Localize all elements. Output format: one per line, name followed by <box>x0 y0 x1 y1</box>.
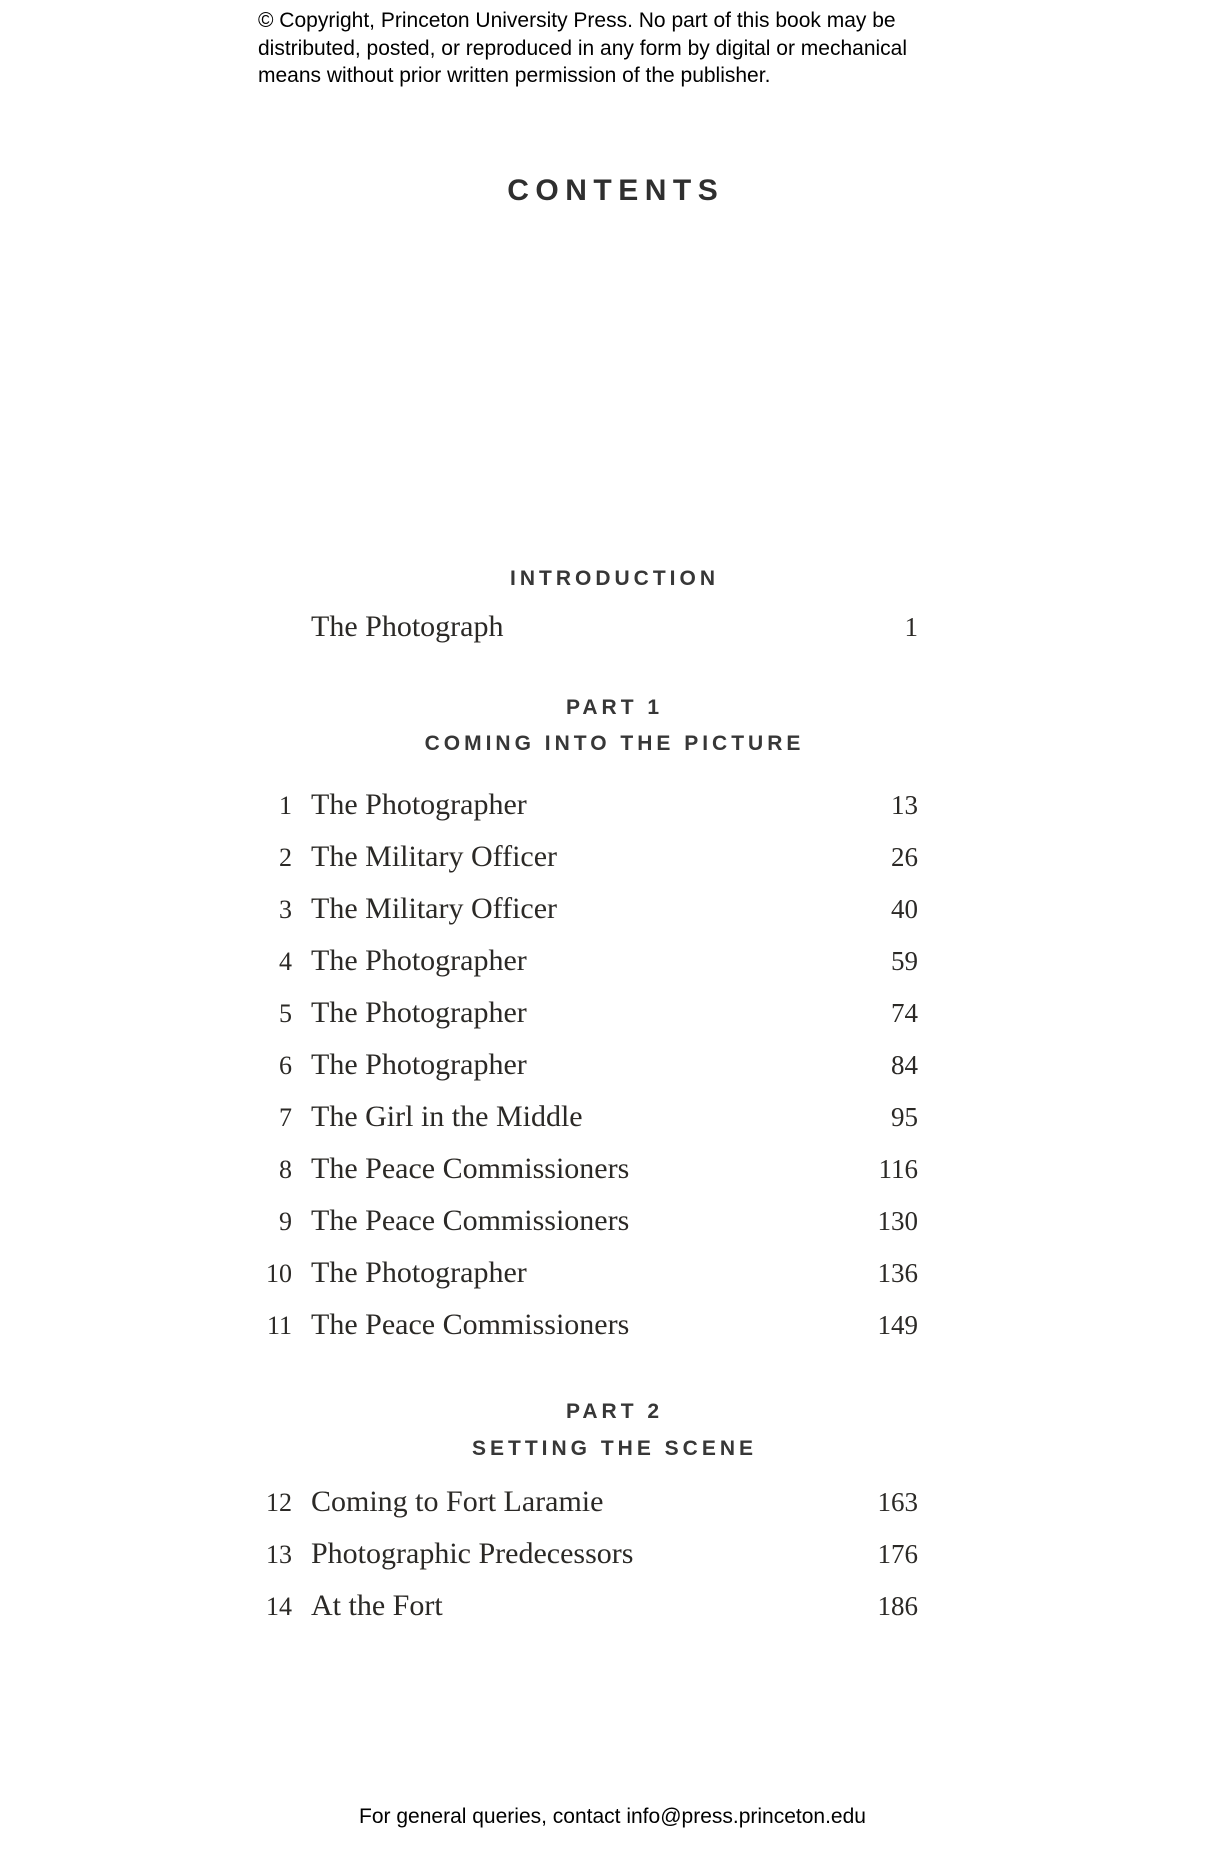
toc-entry-title: The Photographer <box>311 788 527 821</box>
toc-entry-page: 13 <box>891 790 918 820</box>
toc-entry <box>230 831 918 883</box>
toc-entry-title: Photographic Predecessors <box>311 1537 634 1570</box>
toc-entry-number: 1 <box>279 791 292 820</box>
copyright-line: distributed, posted, or reproduced in any form by digital or mechanical <box>258 36 908 60</box>
toc-entry-number: 11 <box>266 1311 292 1340</box>
part2-heading: SETTING THE SCENE <box>471 1437 758 1460</box>
copyright-notice <box>258 7 907 90</box>
toc-entry <box>230 1039 918 1091</box>
toc-entry-title: The Photographer <box>311 1256 527 1289</box>
toc-entry-number: 6 <box>279 1051 292 1080</box>
toc-entry-number: 8 <box>279 1155 292 1184</box>
toc-entry-page: 40 <box>891 894 918 924</box>
toc-entry <box>230 883 918 935</box>
toc-entry-number: 12 <box>266 1488 292 1517</box>
toc-entry-page: 74 <box>891 998 918 1028</box>
toc-entry <box>230 1195 918 1247</box>
part1-label: PART 1 <box>565 696 664 719</box>
toc-list-part2 <box>230 1476 918 1632</box>
toc-entry <box>230 1091 918 1143</box>
toc-entry-page: 116 <box>878 1154 918 1184</box>
copyright-line: means without prior written permission of the publisher. <box>258 64 771 87</box>
toc-entry-number: 10 <box>266 1259 292 1288</box>
toc-entry-title: At the Fort <box>311 1589 443 1622</box>
toc-entry-title: The Peace Commissioners <box>311 1308 630 1341</box>
toc-entry-number: 2 <box>279 843 292 872</box>
toc-entry <box>230 1528 918 1580</box>
toc-entry-page: 130 <box>877 1206 918 1236</box>
toc-entry <box>230 601 918 653</box>
toc-entry-page: 149 <box>877 1310 918 1340</box>
toc-entry <box>230 1580 918 1632</box>
toc-entry-number: 4 <box>279 947 292 976</box>
toc-entry <box>230 935 918 987</box>
toc-entry-page: 26 <box>891 842 918 872</box>
toc-entry-number: 9 <box>279 1207 292 1236</box>
toc-entry-number: 7 <box>279 1103 292 1132</box>
toc-entry-title: The Photographer <box>311 1048 527 1081</box>
toc-entry-title: The Military Officer <box>311 840 558 873</box>
toc-entry <box>230 1247 918 1299</box>
toc-entry-page: 186 <box>877 1591 918 1621</box>
toc-list-part1 <box>230 779 918 1351</box>
toc-entry-page: 95 <box>891 1102 918 1132</box>
general-queries-footer: For general queries, contact info@press.princeton.edu <box>359 1805 866 1828</box>
copyright-line: © Copyright, Princeton University Press. No part of this book may be <box>258 9 896 32</box>
toc-entry-page: 59 <box>891 946 918 976</box>
toc-entry-title: The Peace Commissioners <box>311 1152 630 1185</box>
toc-entry-number: 5 <box>279 999 292 1028</box>
toc-entry-title: The Military Officer <box>311 892 558 925</box>
toc-entry-title: The Photographer <box>311 944 527 977</box>
part2-label: PART 2 <box>565 1400 664 1423</box>
toc-entry <box>230 1476 918 1528</box>
section-heading-introduction: INTRODUCTION <box>510 567 719 590</box>
toc-entry-page: 1 <box>904 612 918 642</box>
toc-entry-title: The Photograph <box>311 610 504 643</box>
toc-entry-page: 84 <box>891 1050 918 1080</box>
toc-entry-number: 3 <box>279 895 292 924</box>
part1-heading: COMING INTO THE PICTURE <box>424 732 805 755</box>
toc-entry-number: 14 <box>266 1592 292 1621</box>
toc-entry-page: 176 <box>877 1539 918 1569</box>
toc-entry <box>230 779 918 831</box>
toc-entry <box>230 1299 918 1351</box>
toc-entry-page: 136 <box>877 1258 918 1288</box>
toc-list-introduction <box>230 601 918 653</box>
toc-entry-number: 13 <box>266 1540 292 1569</box>
toc-entry-title: The Girl in the Middle <box>311 1100 583 1133</box>
page-title: CONTENTS <box>507 174 725 207</box>
toc-entry <box>230 1143 918 1195</box>
toc-entry-title: The Peace Commissioners <box>311 1204 630 1237</box>
toc-entry-title: The Photographer <box>311 996 527 1029</box>
toc-entry-title: Coming to Fort Laramie <box>311 1485 604 1518</box>
toc-entry-page: 163 <box>877 1487 918 1517</box>
toc-entry <box>230 987 918 1039</box>
